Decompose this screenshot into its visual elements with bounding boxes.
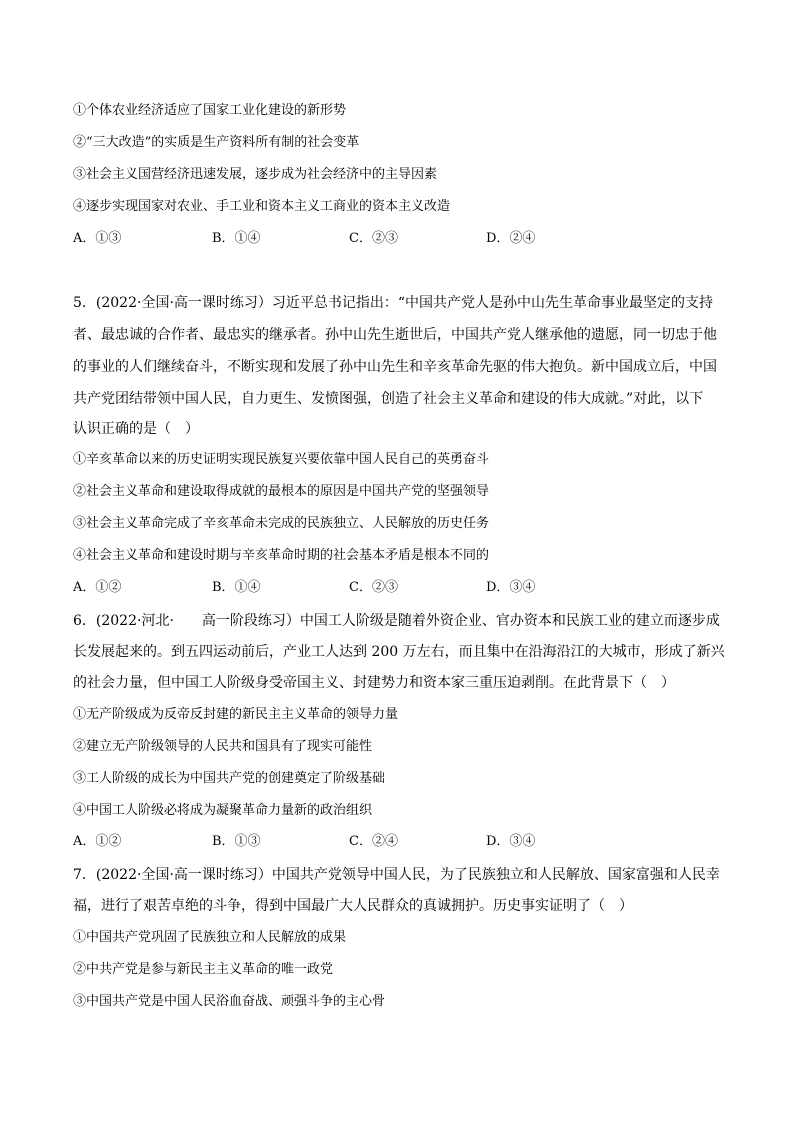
q5-stem-line-5: 认识正确的是（ ） (73, 421, 199, 437)
q6-stem-line-3: 的社会力量，但中国工人阶级身受帝国主义、封建势力和资本家三重压迫剥削。在此背景下（ ） (73, 675, 675, 691)
q4-statement-1: ①个体农业经济适应了国家工业化建设的新形势 (73, 103, 347, 118)
q7-stem-line-1: 7．(2022·全国·高一课时练习）中国共产党领导中国人民，为了民族独立和人民解放、国家富强和人民幸 (73, 867, 720, 883)
q5-stem-line-2: 者、最忠诚的合作者、最忠实的继承者。孙中山先生逝世后，中国共产党人继承他的遗愿，同一切忠于他 (73, 327, 717, 343)
q6-option-a: A．①② (73, 834, 122, 849)
q6-stem-line-2: 长发展起来的。到五四运动前后，产业工人达到 200 万左右，而且集中在沿海沿江的大城市，形成了新兴 (73, 644, 725, 660)
q5-option-a: A．①② (73, 580, 122, 595)
q6-option-d: D．③④ (486, 834, 536, 849)
q6-statement-1: ①无产阶级成为反帝反封建的新民主主义革命的领导力量 (73, 707, 399, 722)
q6-statement-2: ②建立无产阶级领导的人民共和国具有了现实可能性 (73, 739, 373, 754)
q5-option-c: C．②③ (349, 580, 398, 595)
q6-statement-3: ③工人阶级的成长为中国共产党的创建奠定了阶级基础 (73, 771, 386, 786)
q5-statement-2: ②社会主义革命和建设取得成就的最根本的原因是中国共产党的坚强领导 (73, 484, 490, 499)
q5-option-b: B．①④ (212, 580, 261, 595)
q7-statement-1: ①中国共产党巩固了民族独立和人民解放的成果 (73, 930, 347, 945)
q4-statement-2: ②“三大改造”的实质是生产资料所有制的社会变革 (73, 135, 360, 150)
q6-option-b: B．①③ (212, 834, 261, 849)
q5-stem-line-4: 共产党团结带领中国人民，自力更生、发愤图强，创造了社会主义革命和建设的伟大成就。”对此，以下 (73, 391, 704, 407)
q6-option-c: C．②④ (349, 834, 398, 849)
q5-stem-line-3: 的事业的人们继续奋斗，不断实现和发展了孙中山先生和辛亥革命先驱的伟大抱负。新中国成立后，中国 (73, 359, 717, 375)
q7-statement-2: ②中共产党是参与新民主主义革命的唯一政党 (73, 962, 334, 977)
q4-statement-4: ④逐步实现国家对农业、手工业和资本主义工商业的资本主义改造 (73, 199, 451, 214)
q4-statement-3: ③社会主义国营经济迅速发展，逐步成为社会经济中的主导因素 (73, 167, 438, 182)
q4-option-d: D．②④ (486, 231, 536, 246)
q4-option-b: B．①④ (212, 231, 261, 246)
q5-statement-3: ③社会主义革命完成了辛亥革命未完成的民族独立、人民解放的历史任务 (73, 516, 490, 531)
q5-statement-1: ①辛亥革命以来的历史证明实现民族复兴要依靠中国人民自己的英勇奋斗 (73, 452, 490, 467)
q6-statement-4: ④中国工人阶级必将成为凝聚革命力量新的政治组织 (73, 803, 373, 818)
q4-option-c: C．②③ (349, 231, 398, 246)
q6-stem-line-1: 6．(2022·河北· 高一阶段练习）中国工人阶级是随着外资企业、官办资本和民族工业的建立而逐步成 (73, 613, 720, 629)
q5-option-d: D．③④ (486, 580, 536, 595)
q7-statement-3: ③中国共产党是中国人民浴血奋战、顽强斗争的主心骨 (73, 994, 386, 1009)
q7-stem-line-2: 福，进行了艰苦卓绝的斗争，得到中国最广大人民群众的真诚拥护。历史事实证明了（ ） (73, 898, 633, 914)
q5-stem-line-1: 5．(2022·全国·高一课时练习）习近平总书记指出：“中国共产党人是孙中山先生革命事业最坚定的支持 (73, 295, 714, 311)
q4-option-a: A．①③ (73, 231, 122, 246)
q5-statement-4: ④社会主义革命和建设时期与辛亥革命时期的社会基本矛盾是根本不同的 (73, 548, 490, 563)
